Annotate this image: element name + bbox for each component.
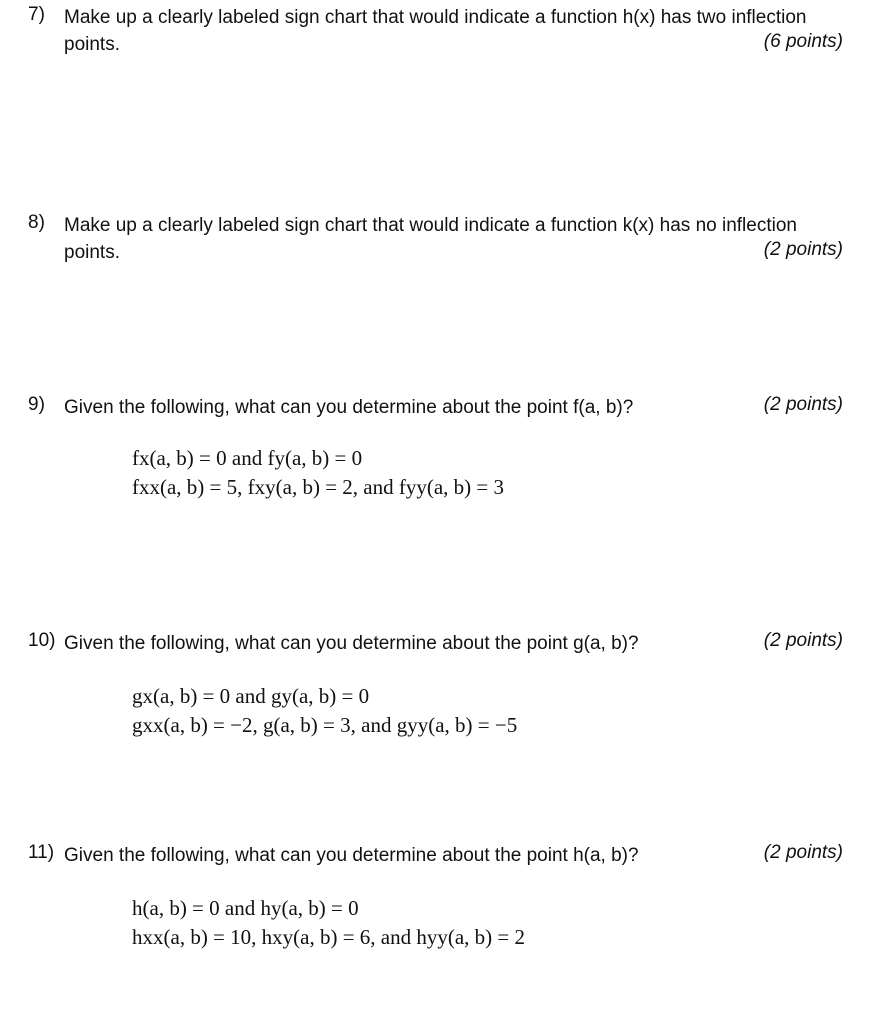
question-number: 7): [28, 4, 45, 25]
question-number: 10): [28, 630, 56, 651]
question-points: (2 points): [763, 394, 843, 415]
given-line-1: gx(a, b) = 0 and gy(a, b) = 0: [132, 684, 370, 708]
question-points: (2 points): [763, 239, 843, 260]
question-text: Make up a clearly labeled sign chart that would indicate a function k(x) has no inflection points.: [64, 215, 797, 263]
question-number: 11): [28, 842, 55, 863]
given-line-2: fxx(a, b) = 5, fxy(a, b) = 2, and fyy(a, b) = 3: [132, 475, 505, 499]
question-text: Make up a clearly labeled sign chart that would indicate a function h(x) has two inflection points.: [64, 7, 807, 55]
question-number: 8): [28, 212, 45, 233]
question-text: Given the following, what can you determine about the point f(a, b)?: [64, 397, 634, 418]
question-number: 9): [28, 394, 45, 415]
question-points: (2 points): [763, 842, 843, 863]
question-points: (6 points): [763, 31, 843, 52]
question-points: (2 points): [763, 630, 843, 651]
given-line-2: hxx(a, b) = 10, hxy(a, b) = 6, and hyy(a, b) = 2: [132, 925, 526, 949]
given-line-1: fx(a, b) = 0 and fy(a, b) = 0: [132, 446, 363, 470]
question-text: Given the following, what can you determine about the point h(a, b)?: [64, 845, 639, 866]
question-text: Given the following, what can you determine about the point g(a, b)?: [64, 633, 639, 654]
given-line-2: gxx(a, b) = −2, g(a, b) = 3, and gyy(a, b) = −5: [132, 713, 518, 737]
given-line-1: h(a, b) = 0 and hy(a, b) = 0: [132, 896, 359, 920]
